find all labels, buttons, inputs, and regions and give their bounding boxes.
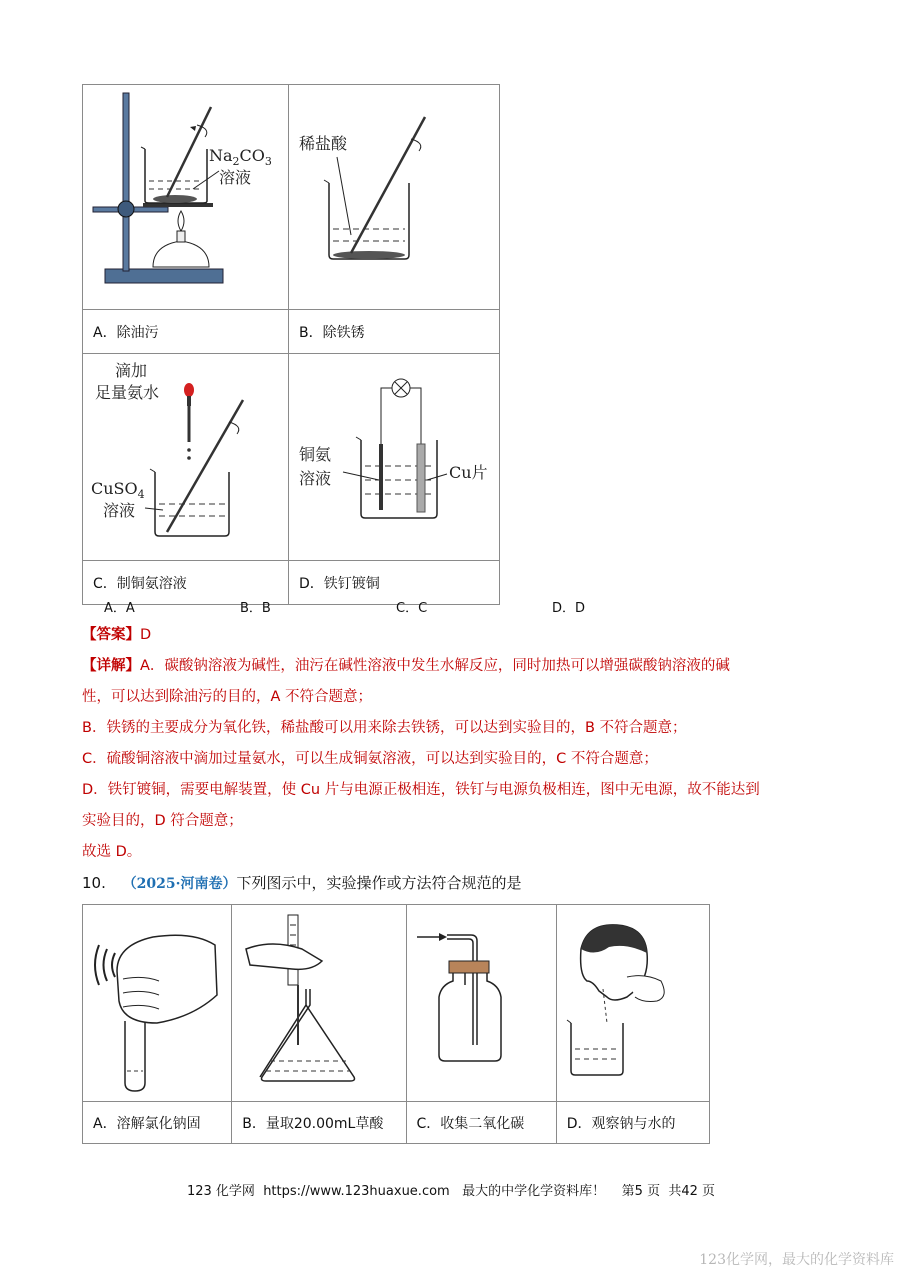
explanation-line-3: B．铁锈的主要成分为氧化铁，稀盐酸可以用来除去铁锈，可以达到实验目的，B 不符合题意； [82, 720, 687, 736]
figure-b-derust-apparatus [289, 85, 499, 305]
question9-figure-table [82, 84, 500, 605]
figure-d-cell [289, 354, 500, 561]
explanation-line-5: D．铁钉镀铜，需要电解装置，使 Cu 片与电源正极相连，铁钉与电源负极相连，图中无电源，故不能达到 [82, 782, 760, 798]
explanation-line-4: C．硫酸铜溶液中滴加过量氨水，可以生成铜氨溶液，可以达到实验目的，C 不符合题意； [82, 751, 658, 767]
caption-c: C．制铜氨溶液 [83, 561, 289, 605]
figure-c-cell [83, 354, 289, 561]
hand-shape [117, 935, 217, 1023]
figure-a-cell [83, 85, 289, 310]
footer-total-pages: 共42 页 [668, 1184, 716, 1199]
figure-c-cu-ammonia-apparatus [83, 354, 288, 556]
q10-figure-c-cell [406, 905, 556, 1102]
dropper-bulb [184, 383, 194, 397]
q10-figure-c-gas-bottle [407, 905, 556, 1097]
q10-caption-c: C．收集二氧化碳 [406, 1102, 556, 1144]
na2co3-label: $Na_2CO_3$ [209, 146, 272, 168]
hand-shape [246, 944, 322, 969]
explanation-line-6: 实验目的，D 符合题意； [82, 813, 243, 829]
footer-site: 123 化学网 [186, 1184, 255, 1199]
option-d[interactable]: D．D [552, 601, 586, 616]
answer-value: D [140, 627, 152, 643]
q10-figure-b-cell [232, 905, 406, 1102]
watermark: 123化学网，最大的化学资料库 [699, 1252, 894, 1268]
question-number: 10. [82, 874, 106, 892]
q10-figure-a-cell [83, 905, 232, 1102]
q10-caption-b: B．量取20.00mL草酸 [232, 1102, 406, 1144]
caption-b: B．除铁锈 [289, 310, 500, 354]
explanation-line-2: 性，可以达到除油污的目的，A 不符合题意； [82, 689, 373, 705]
footer-slogan: 最大的中学化学资料库！ [462, 1184, 606, 1199]
figure-b-cell [289, 85, 500, 310]
figure-d-copper-plating-apparatus [289, 354, 499, 556]
copper-ammonia-label-2: 溶液 [299, 469, 332, 488]
caption-a: A．除油污 [83, 310, 289, 354]
drop-add-label: 滴加 [115, 361, 148, 380]
explanation-line-1: 【详解】A．碳酸钠溶液为碱性，油污在碱性溶液中发生水解反应，同时加热可以增强碳酸钠溶液的碱 [82, 658, 730, 674]
cork-stopper [449, 961, 489, 973]
cu-sheet-label: Cu片 [449, 463, 488, 482]
dilute-hcl-label: 稀盐酸 [299, 134, 348, 153]
question-source: （2025·河南卷） [122, 876, 237, 892]
caption-d: D．铁钉镀铜 [289, 561, 500, 605]
q10-figure-a-shaking-test-tube [83, 905, 231, 1097]
page-footer [0, 1180, 902, 1199]
explanation-conclusion: 故选 D。 [82, 844, 142, 860]
question-text: 下列图示中，实验操作或方法符合规范的是 [236, 874, 522, 892]
cuso4-solution-label: 溶液 [103, 501, 136, 520]
footer-url[interactable]: https://www.123huaxue.com [263, 1184, 450, 1199]
enough-ammonia-label: 足量氨水 [95, 383, 160, 402]
iron-nail-electrode [379, 444, 383, 510]
footer-page-number: 第5 页 [621, 1184, 661, 1199]
q10-figure-b-pipette-flask [232, 905, 405, 1097]
q10-figure-d-cell [556, 905, 709, 1102]
copper-ammonia-label-1: 铜氨 [299, 445, 332, 464]
na2co3-solution-label: 溶液 [219, 168, 252, 187]
q10-figure-d-observe-reaction [557, 905, 709, 1097]
answer-tag: 【答案】 [82, 627, 140, 643]
question10-figure-table [82, 904, 710, 1144]
option-a[interactable]: A．A [104, 601, 135, 616]
q10-caption-a: A．溶解氯化钠固 [83, 1102, 232, 1144]
cuso4-label: CuSO$_4$ [91, 479, 145, 501]
cu-sheet-electrode [417, 444, 425, 512]
answer-line [82, 625, 151, 645]
q10-caption-d: D．观察钠与水的 [556, 1102, 709, 1144]
option-b[interactable]: B．B [240, 601, 271, 616]
explanation-tag: 【详解】 [82, 658, 140, 674]
question10-stem [82, 873, 522, 894]
option-c[interactable]: C．C [396, 601, 428, 616]
figure-a-degrease-apparatus [83, 85, 288, 305]
